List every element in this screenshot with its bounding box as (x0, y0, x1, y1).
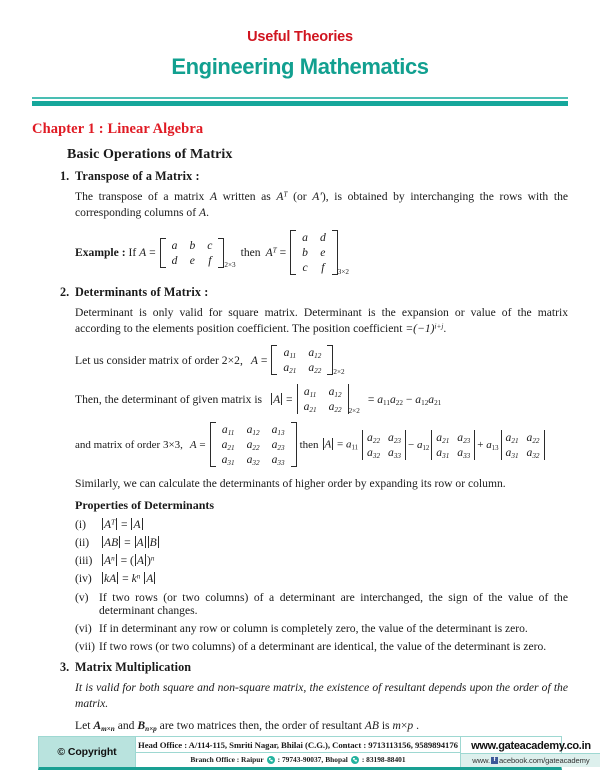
cell: $a_{32}$ (526, 445, 540, 460)
property-ii (75, 536, 568, 549)
cell: $a_{22}$ (308, 361, 322, 376)
resultant-text: are two matrices then, the order of resultant (159, 719, 362, 733)
cell: $a_{11}$ (303, 385, 317, 400)
cell: $a_{31}$ (505, 445, 519, 460)
facebook-prefix: www. (472, 756, 491, 765)
cell: c (207, 238, 213, 252)
cell: $a_{33}$ (457, 445, 471, 460)
item-2-number: 2. (60, 285, 70, 300)
cell: $a_{22}$ (328, 400, 342, 415)
matrix-order-label: 2×2 (333, 368, 345, 377)
property-number: (vi) (75, 622, 92, 636)
and-word: and (117, 719, 135, 733)
raipur-phone: : 79743-90037, (277, 755, 324, 764)
matrix-AT-3x2 (290, 230, 349, 275)
cell: $a_{22}$ (367, 430, 381, 445)
minor-13 (501, 430, 545, 460)
phone-icon (267, 756, 275, 764)
item-1-heading (60, 169, 568, 184)
property-text: If in determinant any row or column is completely zero, the value of the determinant is zero. (99, 622, 528, 636)
cell: f (321, 261, 325, 275)
let-word: Let (75, 719, 91, 733)
bhopal-label: Bhopal (325, 755, 348, 764)
cell: $a_{32}$ (246, 453, 260, 468)
cell: b (302, 246, 308, 260)
item-3-heading (60, 660, 568, 675)
cell: $a_{32}$ (367, 445, 381, 460)
section-title: Basic Operations of Matrix (67, 147, 233, 163)
cell: $a_{11}$ (221, 423, 235, 438)
matrix-2x2-line: Let us consider matrix of order 2×2, A = $a_{11}$ $a_{12}$ $a_{21}$ $a_{22}$ 2×2 (75, 346, 345, 377)
cell: $a_{23}$ (457, 430, 471, 445)
cell: $a_{12}$ (328, 385, 342, 400)
determinant-a-2x2 (297, 384, 360, 414)
document-body (32, 121, 568, 734)
cell: f (208, 253, 212, 267)
example-label: Example : (75, 246, 126, 260)
property-text: If two rows (or two columns) of a determinant are interchanged, the sign of the value of the determinant changes. (99, 591, 568, 618)
lead-2x2: Let us consider matrix of order 2×2, (75, 353, 243, 367)
item-1-title: Transpose of a Matrix : (75, 169, 200, 184)
copyright-label: © Copyright (39, 737, 135, 767)
cell: $a_{21}$ (436, 430, 450, 445)
is-word: is (381, 719, 390, 733)
page-footer (38, 736, 591, 770)
cell: $a_{31}$ (221, 453, 235, 468)
property-vii (75, 640, 568, 653)
property-number: (iv) (75, 572, 92, 586)
property-text: If two rows (or two columns) of a determinant are identical, the value of the determinant is zero. (99, 640, 547, 654)
page-title: Engineering Mathematics (171, 53, 429, 79)
t1d: ), is obtained by interchanging the rows with the corresponding columns of (75, 190, 569, 220)
cell: $a_{22}$ (246, 438, 260, 453)
item-3-paragraph: It is valid for both square and non-square matrix, the existence of resultant depends upon the order of the matrix. (75, 681, 568, 711)
divider-thick-line (32, 101, 568, 106)
cell: $a_{21}$ (221, 438, 235, 453)
divider-thin-line (32, 97, 568, 99)
cell: $a_{12}$ (246, 423, 260, 438)
matrix-order-label: 3×2 (337, 268, 349, 277)
example-then: then (240, 246, 261, 260)
branch-office-label: Branch Office : Raipur (190, 755, 264, 764)
header-kicker: Useful Theories (247, 29, 353, 45)
footer-address-block (135, 737, 461, 767)
item-3-number: 3. (60, 660, 70, 675)
cell: $a_{23}$ (271, 438, 285, 453)
minor-11 (362, 430, 406, 460)
cell: $a_{31}$ (436, 445, 450, 460)
matrix-A-2x3 (160, 238, 236, 268)
property-v (75, 591, 568, 617)
cell: e (320, 246, 326, 260)
minor-12 (431, 430, 475, 460)
property-iii (75, 554, 568, 567)
cell: a (171, 238, 178, 252)
property-iv (75, 572, 568, 585)
t1a: The transpose of a matrix (75, 190, 210, 204)
cell: $a_{33}$ (388, 445, 402, 460)
cell: $a_{21}$ (303, 400, 317, 415)
lead-determinant: Then, the determinant of given matrix is (75, 392, 263, 406)
cell: $a_{12}$ (308, 346, 322, 361)
matrix-a-3x3 (210, 422, 297, 467)
branch-office-line (136, 752, 460, 767)
t2a: Determinant is only valid for square matrix. Determinant is the expansion or value of the matrix according to the elements position coefficient. The position coefficient (75, 306, 568, 336)
t1e: . (206, 206, 209, 220)
t1b: written as (217, 190, 277, 204)
matrix-a-2x2 (271, 345, 344, 375)
page-header (0, 0, 600, 79)
facebook-link[interactable] (461, 753, 600, 767)
property-formula: kA = $k^n$ A (104, 572, 154, 586)
header-divider (32, 97, 568, 106)
cell: e (189, 253, 195, 267)
item-1-example: Example : If A = a b c d e f 2×3 then $A^T$ = a d b e c f 3×2 (75, 231, 349, 277)
similarly-paragraph: Similarly, we can calculate the determinants of higher order by expanding its row or column. (75, 477, 506, 491)
lead-3x3: and matrix of order 3×3, (75, 438, 183, 451)
cell: c (302, 261, 308, 275)
chapter-title: Chapter 1 : Linear Algebra (32, 121, 204, 138)
example-if: If (128, 246, 137, 260)
cell: $a_{33}$ (271, 453, 285, 468)
property-number: (i) (75, 518, 86, 532)
then-word: then (299, 438, 319, 451)
facebook-icon: f (491, 757, 498, 764)
property-formula: $A^n$ = ( A )$^n$ (104, 554, 155, 568)
footer-links-block (461, 737, 600, 767)
item-2-paragraph: Determinant is only valid for square matrix. Determinant is the expansion or value of the matrix according to the elements position coefficient. The position coefficient $=(-1)^{i+j}$. (75, 306, 568, 336)
bhopal-phone: : 83198-88401 (361, 755, 406, 764)
property-number: (iii) (75, 554, 93, 568)
cell: $a_{13}$ (271, 423, 285, 438)
cell: d (319, 231, 326, 245)
matrix-3x3-line: and matrix of order 3×3, A = $a_{11}$ $a_{12}$ $a_{13}$ $a_{21}$ $a_{22}$ $a_{23}$ $a_{31}$ $a_{32}$ $a_{33}$ then $A = a_{11}$ $a_{22}$ $a_{23}$ $a_{32}$ $a_{33}$ − $a_{12}$ $a_{21}$ $a_{23}$ $a_{31}$ $a_{33}$ + $a_{13}$ $a_{21}$ $a_{22}$ $a_{31}$ $a_{32}$ (75, 422, 568, 467)
item-2-heading (60, 285, 568, 300)
item-2-title: Determinants of Matrix : (75, 285, 209, 300)
cell: $a_{11}$ (283, 346, 297, 361)
cell: b (189, 238, 196, 252)
item-3-order-line: Let $A_{m\times n}$ and $B_{n\times p}$ are two matrices then, the order of resultant AB is m×p . (75, 719, 419, 734)
item-1-number: 1. (60, 169, 70, 184)
properties-heading: Properties of Determinants (75, 498, 215, 513)
facebook-suffix: acebook.com/gateacademy (499, 756, 590, 765)
property-number: (v) (75, 591, 89, 605)
determinant-2x2-line: Then, the determinant of given matrix is A = $a_{11}$ $a_{12}$ $a_{21}$ $a_{22}$ 2×2 = $a_{11}a_{22} - a_{12}a_{21}$ (75, 385, 442, 416)
cell: $a_{23}$ (388, 430, 402, 445)
matrix-order-label: 2×3 (224, 260, 236, 269)
website-link[interactable]: www.gateacademy.co.in (471, 740, 591, 752)
property-formula: AB = A B (104, 536, 157, 550)
property-i (75, 518, 568, 531)
property-formula: $A^T = A$ (104, 518, 141, 532)
cell: a (302, 231, 308, 245)
t2b: . (443, 322, 447, 336)
phone-icon (351, 756, 359, 764)
property-vi (75, 622, 568, 635)
head-office-line: Head Office : A/114-115, Smriti Nagar, Bhilai (C.G.), Contact : 9713113156, 9589894176 (138, 740, 458, 750)
cell: $a_{21}$ (283, 361, 297, 376)
t1c: (or (287, 190, 313, 204)
cell: $a_{21}$ (505, 430, 519, 445)
item-1-paragraph: The transpose of a matrix A written as $A^T$ (or A'), is obtained by interchanging the rows with the corresponding columns of A. (75, 190, 569, 220)
cell: $a_{22}$ (526, 430, 540, 445)
property-number: (vii) (75, 640, 95, 654)
item-3-title: Matrix Multiplication (75, 660, 192, 675)
property-number: (ii) (75, 536, 90, 550)
cell: d (171, 253, 178, 267)
matrix-order-label: 2×2 (348, 407, 360, 416)
